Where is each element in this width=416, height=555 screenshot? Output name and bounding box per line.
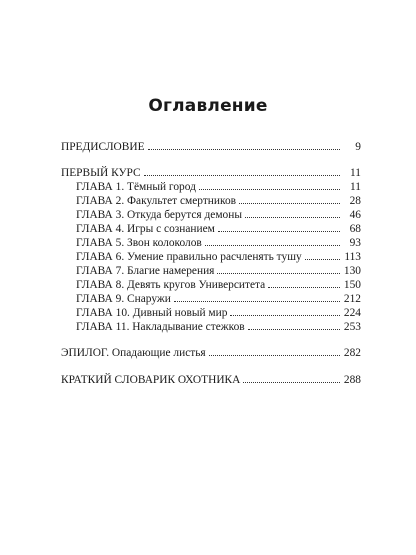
dot-leader (305, 259, 340, 260)
toc-entry-glossary[interactable] (61, 370, 361, 386)
toc-entry-label: ГЛАВА 11. Накладывание стежков (76, 321, 245, 333)
toc-entry-label: ГЛАВА 10. Дивный новый мир (76, 307, 228, 319)
dot-leader (217, 273, 340, 274)
dot-leader (174, 301, 340, 302)
toc-entry-page: 150 (343, 279, 361, 291)
dot-leader (148, 149, 340, 150)
dot-leader (199, 189, 340, 190)
toc-entry-page: 224 (343, 307, 361, 319)
toc-entry-label: ГЛАВА 2. Факультет смертников (76, 195, 237, 207)
toc-entry-page: 253 (343, 321, 361, 333)
toc-entry-page: 113 (344, 251, 361, 263)
toc-entry-page: 9 (355, 141, 361, 153)
toc-entry-page: 212 (343, 293, 361, 305)
toc-entry-label: КРАТКИЙ СЛОВАРИК ОХОТНИКА (61, 374, 241, 386)
toc-entry-page: 93 (349, 237, 361, 249)
toc-entry-page: 28 (349, 195, 361, 207)
dot-leader (243, 382, 340, 383)
toc-entry-label: ПЕРВЫЙ КУРС (61, 167, 141, 179)
toc-entry-page: 11 (350, 167, 361, 179)
toc-entry-label: ГЛАВА 9. Снаружи (76, 293, 171, 305)
toc-entry-label: ГЛАВА 6. Умение правильно расчленять тушу (76, 251, 302, 263)
toc-entry-preface[interactable] (61, 137, 361, 153)
toc-entry-label: ГЛАВА 1. Тёмный город (76, 181, 196, 193)
toc-entry-label: ГЛАВА 4. Игры с сознанием (76, 223, 215, 235)
dot-leader (205, 245, 340, 246)
toc-title: Оглавление (148, 96, 268, 116)
toc-entry-page: 288 (343, 374, 361, 386)
dot-leader (268, 287, 340, 288)
toc-entry-page: 68 (349, 223, 361, 235)
dot-leader (218, 231, 340, 232)
toc-entry-label: ПРЕДИСЛОВИЕ (61, 141, 145, 153)
dot-leader (209, 355, 340, 356)
toc-entry-label: ГЛАВА 8. Девять кругов Университета (76, 279, 266, 291)
toc-entry-label: ЭПИЛОГ. Опадающие листья (61, 347, 206, 359)
toc-entry-label: ГЛАВА 3. Откуда берутся демоны (76, 209, 242, 221)
toc-entry-page: 130 (343, 265, 361, 277)
toc-entry-chapter-11[interactable] (61, 317, 361, 333)
toc-entry-label: ГЛАВА 5. Звон колоколов (76, 237, 202, 249)
toc-entry-page: 282 (343, 347, 361, 359)
dot-leader (239, 203, 340, 204)
dot-leader (245, 217, 340, 218)
dot-leader (144, 175, 340, 176)
dot-leader (230, 315, 340, 316)
toc-entry-page: 46 (349, 209, 361, 221)
toc-entry-label: ГЛАВА 7. Благие намерения (76, 265, 215, 277)
toc-entry-page: 11 (350, 181, 361, 193)
dot-leader (248, 329, 340, 330)
toc-entry-epilogue[interactable] (61, 343, 361, 359)
